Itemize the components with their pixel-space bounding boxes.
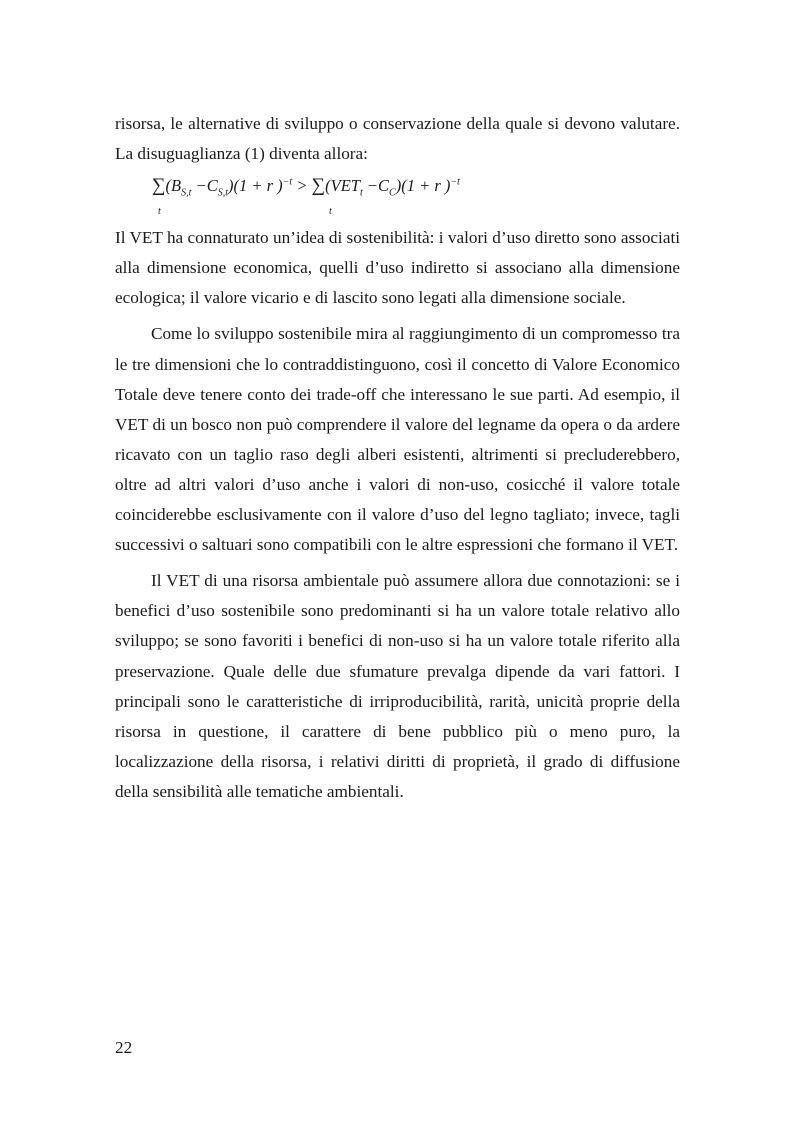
formula-right-c-sub: C	[389, 187, 396, 199]
inequality-formula	[115, 171, 680, 223]
sum-symbol-left: ∑	[152, 175, 166, 197]
formula-left-c-sub: S,t	[217, 187, 228, 199]
formula-discount-left: (1 + r )	[233, 176, 283, 196]
page-number: 22	[115, 1038, 133, 1057]
sum-symbol-right: ∑	[311, 175, 326, 197]
sum-index-right: t	[329, 206, 332, 218]
formula-left-b-sub: S,t	[181, 187, 192, 199]
formula-discount-right: (1 + r )	[401, 176, 451, 196]
formula-right-c: C	[378, 176, 390, 196]
formula-left-open: (	[165, 176, 172, 196]
formula-left-c: C	[206, 176, 218, 196]
formula-right-vet-sub: t	[359, 187, 363, 199]
formula-right-close: )	[395, 176, 402, 196]
formula-minus-right: −	[362, 176, 379, 196]
paragraph-trade-off: Come lo sviluppo sostenibile mira al raggiungimento di un compromesso tra le tre dimensioni che lo contraddistinguono, così il concetto di Valore Economico Totale deve tenere conto dei trade-off che interessano le sue parti. Ad esempio, il VET di un bosco non può comprendere il valore del legname da opera o da ardere ricavato con un taglio raso degli alberi esistenti, altrimenti si precluderebbero, oltre ad altri valori d’uso anche i valori di non-uso, cosicché il valore totale coinciderebbe esclusivamente con il valore d’uso del legno tagliato; invece, tagli successivi o saltuari sono compatibili con le altre espressioni che formano il VET.	[115, 324, 680, 555]
formula-exponent-left: −t	[282, 176, 293, 188]
formula-relation: >	[292, 176, 312, 196]
formula-exponent-right: −t	[450, 176, 460, 188]
paragraph-connotations: Il VET di una risorsa ambientale può assumere allora due connotazioni: se i benefici d’uso sostenibile sono predominanti si ha un valore totale relativo allo sviluppo; se sono favoriti i benefici di non-uso si ha un valore totale riferito alla preservazione. Quale delle due sfumature prevalga dipende da vari fattori. I principali sono le caratteristiche di irriproducibilità, rarità, unicità proprie della risorsa in questione, il carattere di bene pubblico più o meno puro, la localizzazione della risorsa, i relativi diritti di proprietà, il grado di diffusione della sensibilità alle tematiche ambientali.	[115, 571, 680, 801]
formula-expression	[152, 175, 460, 198]
document-page	[115, 109, 680, 807]
formula-right-vet: VET	[330, 176, 360, 196]
sum-index-left: t	[158, 206, 161, 218]
formula-left-close: )	[227, 176, 234, 196]
formula-left-b: B	[171, 176, 182, 196]
formula-minus-left: −	[191, 176, 207, 196]
formula-right-open: (	[325, 176, 331, 196]
paragraph-intro: risorsa, le alternative di sviluppo o conservazione della quale si devono valutare. La disuguaglianza (1) diventa allora:	[115, 114, 680, 164]
paragraph-vet-sustainability: Il VET ha connaturato un’idea di sostenibilità: i valori d’uso diretto sono associati alla dimensione economica, quelli d’uso indiretto si associano alla dimensione ecologica; il valore vicario e di lascito sono legati alla dimensione sociale.	[115, 228, 680, 308]
